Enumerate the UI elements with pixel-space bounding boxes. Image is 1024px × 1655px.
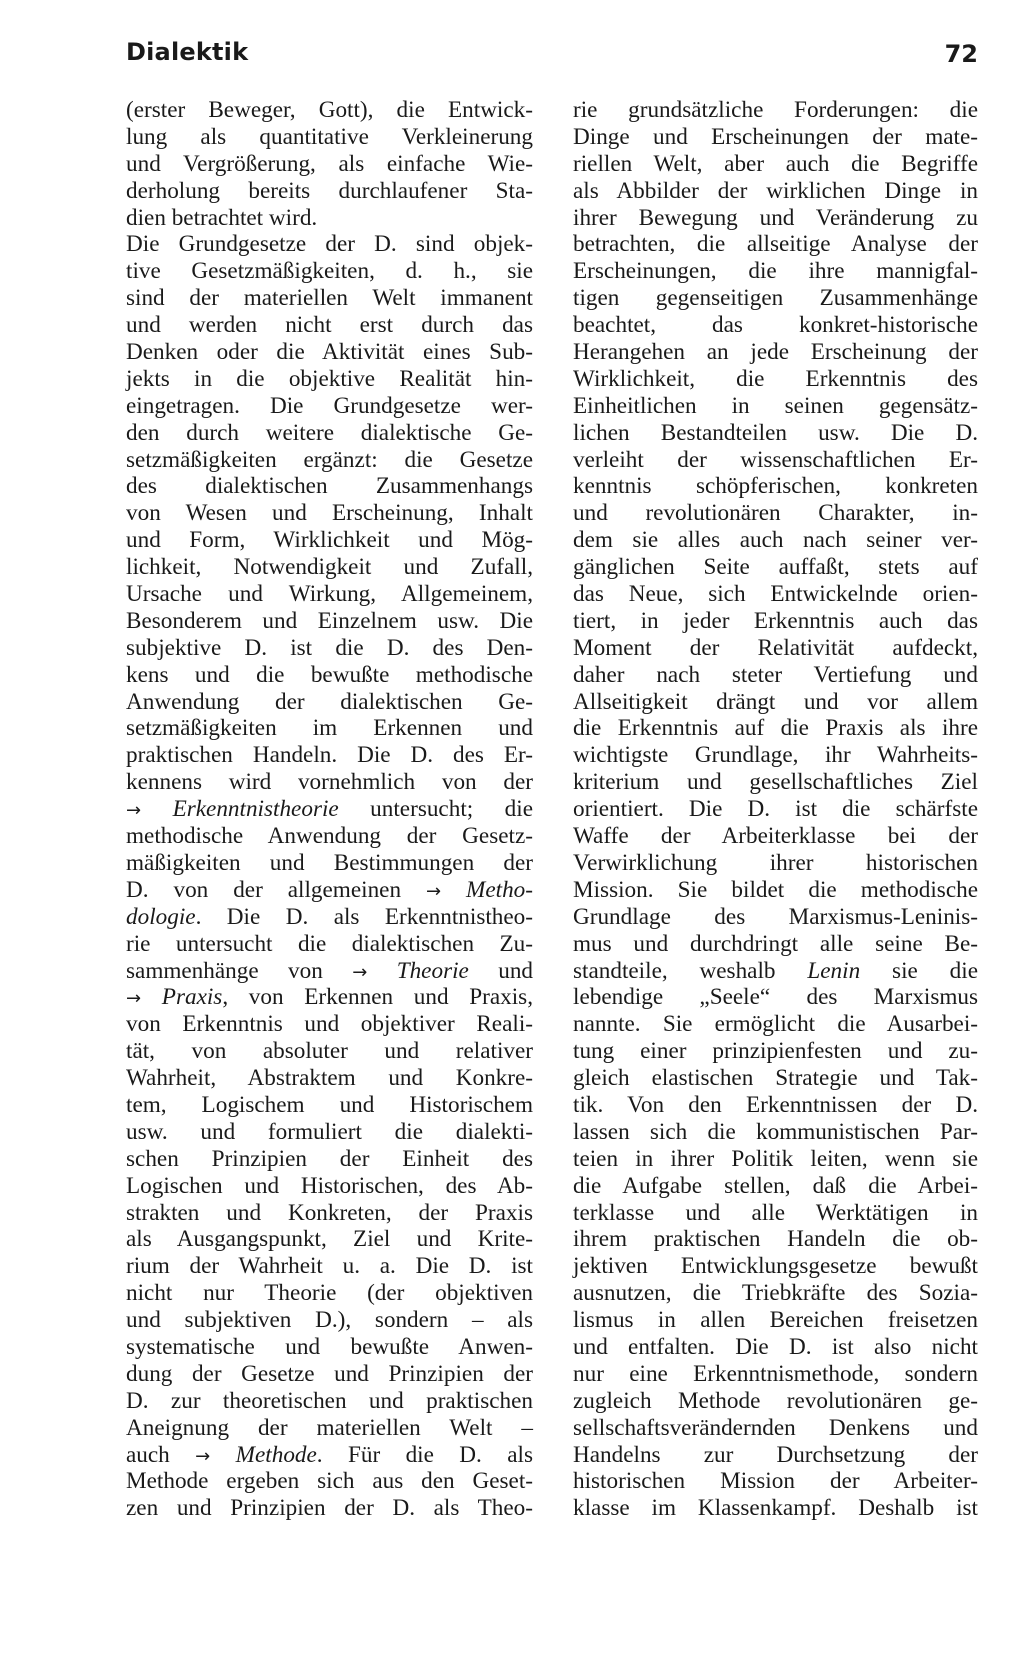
text-line: jektiven Entwicklungsgesetze bewußt	[573, 1253, 978, 1280]
text-line: Mission. Sie bildet die methodische	[573, 876, 978, 903]
text-line: D. von der allgemeinen → Metho-	[126, 876, 533, 903]
text-line: Logischen und Historischen, des Ab-	[126, 1172, 533, 1199]
text-line: und entfalten. Die D. ist also nicht	[573, 1333, 978, 1360]
text-line: Erscheinungen, die ihre mannigfal-	[573, 258, 978, 285]
text-line: ihrer Bewegung und Veränderung zu	[573, 204, 978, 231]
text-line: als Ausgangspunkt, Ziel und Krite-	[126, 1226, 533, 1253]
text-line: tung einer prinzipienfesten und zu-	[573, 1038, 978, 1065]
text-line: Denken oder die Aktivität eines Sub-	[126, 339, 533, 366]
text-line: klasse im Klassenkampf. Deshalb ist	[573, 1495, 978, 1522]
text-line: lung als quantitative Verkleinerung	[126, 123, 533, 150]
text-line: Wahrheit, Abstraktem und Konkre-	[126, 1065, 533, 1092]
left-text-column	[126, 97, 533, 1522]
text-line: Aneignung der materiellen Welt –	[126, 1414, 533, 1441]
text-line: tik. Von den Erkenntnissen der D.	[573, 1091, 978, 1118]
text-line: terklasse und alle Werktätigen in	[573, 1199, 978, 1226]
text-line: gleich elastischen Strategie und Tak-	[573, 1065, 978, 1092]
text-line: Wirklichkeit, die Erkenntnis des	[573, 365, 978, 392]
text-line: nicht nur Theorie (der objektiven	[126, 1280, 533, 1307]
text-line: praktischen Handeln. Die D. des Er-	[126, 742, 533, 769]
text-line: Verwirklichung ihrer historischen	[573, 849, 978, 876]
text-line: von Erkenntnis und objektiver Reali-	[126, 1011, 533, 1038]
text-line: daher nach steter Vertiefung und	[573, 661, 978, 688]
text-line: zen und Prinzipien der D. als Theo-	[126, 1495, 533, 1522]
text-line: Dinge und Erscheinungen der mate-	[573, 123, 978, 150]
text-line: des dialektischen Zusammenhangs	[126, 473, 533, 500]
text-line: Grundlage des Marxismus-Leninis-	[573, 903, 978, 930]
text-line: ihrem praktischen Handeln die ob-	[573, 1226, 978, 1253]
text-line: usw. und formuliert die dialekti-	[126, 1118, 533, 1145]
text-line: teien in ihrer Politik leiten, wenn sie	[573, 1145, 978, 1172]
text-line: die Aufgabe stellen, daß die Arbei-	[573, 1172, 978, 1199]
text-line: schen Prinzipien der Einheit des	[126, 1145, 533, 1172]
text-line: jekts in die objektive Realität hin-	[126, 365, 533, 392]
text-line: Waffe der Arbeiterklasse bei der	[573, 823, 978, 850]
text-line: strakten und Konkreten, der Praxis	[126, 1199, 533, 1226]
text-line: den durch weitere dialektische Ge-	[126, 419, 533, 446]
text-line: Methode ergeben sich aus den Geset-	[126, 1468, 533, 1495]
text-line: tiert, in jeder Erkenntnis auch das	[573, 607, 978, 634]
text-line: mus und durchdringt alle seine Be-	[573, 930, 978, 957]
text-line: und subjektiven D.), sondern – als	[126, 1307, 533, 1334]
text-line: → Erkenntnistheorie untersucht; die	[126, 796, 533, 823]
text-line: rie untersucht die dialektischen Zu-	[126, 930, 533, 957]
text-line: → Praxis, von Erkennen und Praxis,	[126, 984, 533, 1011]
text-line: lassen sich die kommunistischen Par-	[573, 1118, 978, 1145]
text-line: subjektive D. ist die D. des Den-	[126, 634, 533, 661]
text-line: tem, Logischem und Historischem	[126, 1091, 533, 1118]
text-line: nur eine Erkenntnismethode, sondern	[573, 1360, 978, 1387]
text-line: sammenhänge von → Theorie und	[126, 957, 533, 984]
text-line: riellen Welt, aber auch die Begriffe	[573, 150, 978, 177]
text-line: systematische und bewußte Anwen-	[126, 1333, 533, 1360]
text-line: rium der Wahrheit u. a. Die D. ist	[126, 1253, 533, 1280]
text-line: sind der materiellen Welt immanent	[126, 285, 533, 312]
text-line: lismus in allen Bereichen freisetzen	[573, 1307, 978, 1334]
text-line: dien betrachtet wird.	[126, 204, 318, 231]
text-line: ausnutzen, die Triebkräfte des Sozia-	[573, 1280, 978, 1307]
text-line: rie grundsätzliche Forderungen: die	[573, 97, 978, 123]
text-line: Einheitlichen in seinen gegensätz-	[573, 392, 978, 419]
page-number: 72	[944, 40, 978, 68]
text-line: Die Grundgesetze der D. sind objek-	[126, 231, 533, 258]
text-line: setzmäßigkeiten im Erkennen und	[126, 715, 533, 742]
text-line: lebendige „Seele“ des Marxismus	[573, 984, 978, 1011]
text-line: Moment der Relativität aufdeckt,	[573, 634, 978, 661]
text-line: gänglichen Seite auffaßt, stets auf	[573, 554, 978, 581]
text-line: derholung bereits durchlaufener Sta-	[126, 177, 533, 204]
right-text-column	[573, 97, 978, 1522]
text-line: kens und die bewußte methodische	[126, 661, 533, 688]
text-line: kenntnis schöpferischen, konkreten	[573, 473, 978, 500]
text-line: Ursache und Wirkung, Allgemeinem,	[126, 581, 533, 608]
text-line: als Abbilder der wirklichen Dinge in	[573, 177, 978, 204]
text-line: betrachten, die allseitige Analyse der	[573, 231, 978, 258]
text-line: die Erkenntnis auf die Praxis als ihre	[573, 715, 978, 742]
text-line: mäßigkeiten und Bestimmungen der	[126, 849, 533, 876]
text-line: zugleich Methode revolutionären ge-	[573, 1387, 978, 1414]
text-line: wichtigste Grundlage, ihr Wahrheits-	[573, 742, 978, 769]
text-line: tive Gesetzmäßigkeiten, d. h., sie	[126, 258, 533, 285]
text-line: kriterium und gesellschaftliches Ziel	[573, 769, 978, 796]
text-line: standteile, weshalb Lenin sie die	[573, 957, 978, 984]
text-line: und Vergrößerung, als einfache Wie-	[126, 150, 533, 177]
text-line: von Wesen und Erscheinung, Inhalt	[126, 500, 533, 527]
text-line: sellschaftsverändernden Denkens und	[573, 1414, 978, 1441]
text-line: dem sie alles auch nach seiner ver-	[573, 527, 978, 554]
text-line: Besonderem und Einzelnem usw. Die	[126, 607, 533, 634]
text-line: eingetragen. Die Grundgesetze wer-	[126, 392, 533, 419]
text-line: und werden nicht erst durch das	[126, 312, 533, 339]
text-line: und Form, Wirklichkeit und Mög-	[126, 527, 533, 554]
text-line: Anwendung der dialektischen Ge-	[126, 688, 533, 715]
text-line: methodische Anwendung der Gesetz-	[126, 823, 533, 850]
text-line: orientiert. Die D. ist die schärfste	[573, 796, 978, 823]
text-line: setzmäßigkeiten ergänzt: die Gesetze	[126, 446, 533, 473]
text-line: beachtet, das konkret-historische	[573, 312, 978, 339]
text-line: verleiht der wissenschaftlichen Er-	[573, 446, 978, 473]
text-line: dologie. Die D. als Erkenntnistheo-	[126, 903, 533, 930]
text-line: tät, von absoluter und relativer	[126, 1038, 533, 1065]
text-line: und revolutionären Charakter, in-	[573, 500, 978, 527]
text-line: lichkeit, Notwendigkeit und Zufall,	[126, 554, 533, 581]
text-line: Handelns zur Durchsetzung der	[573, 1441, 978, 1468]
text-line: Allseitigkeit drängt und vor allem	[573, 688, 978, 715]
text-line: tigen gegenseitigen Zusammenhänge	[573, 285, 978, 312]
text-line: das Neue, sich Entwickelnde orien-	[573, 581, 978, 608]
running-head-title: Dialektik	[126, 38, 249, 66]
text-line: Herangehen an jede Erscheinung der	[573, 339, 978, 366]
text-line: historischen Mission der Arbeiter-	[573, 1468, 978, 1495]
text-line: auch → Methode. Für die D. als	[126, 1441, 534, 1468]
text-line: kennens wird vornehmlich von der	[126, 769, 533, 796]
text-line: D. zur theoretischen und praktischen	[126, 1387, 533, 1414]
text-line: nannte. Sie ermöglicht die Ausarbei-	[573, 1011, 978, 1038]
text-line: (erster Beweger, Gott), die Entwick-	[126, 97, 533, 123]
text-line: lichen Bestandteilen usw. Die D.	[573, 419, 978, 446]
text-line: dung der Gesetze und Prinzipien der	[126, 1360, 533, 1387]
